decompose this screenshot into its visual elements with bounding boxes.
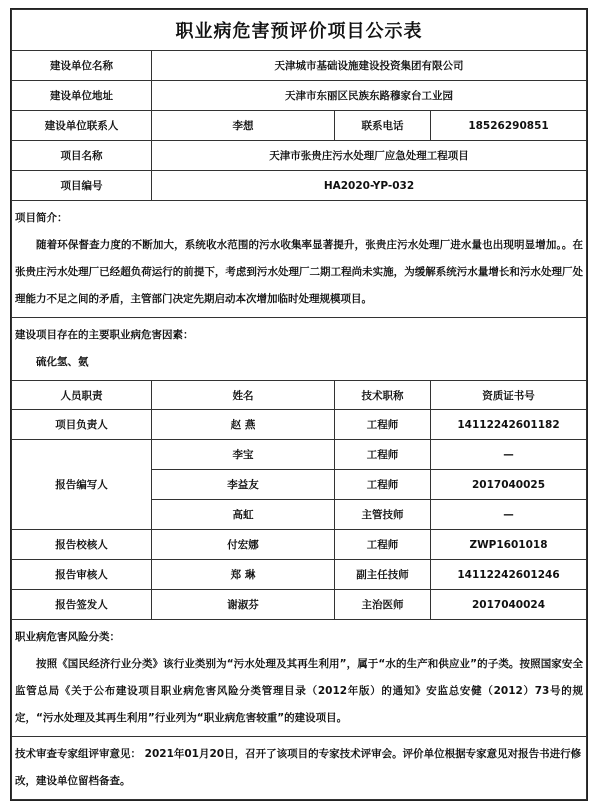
project-number-value: HA2020-YP-032 (152, 171, 587, 201)
header-title: 技术职称 (335, 381, 431, 410)
cert-cell: — (431, 500, 587, 530)
name-cell: 李宝 (152, 440, 335, 470)
phone-value: 18526290851 (431, 111, 587, 141)
role-cell: 报告审核人 (12, 560, 152, 590)
title-cell: 工程师 (335, 440, 431, 470)
contact-value: 李想 (152, 111, 335, 141)
name-cell: 李益友 (152, 470, 335, 500)
expert-review (12, 737, 587, 800)
cert-cell: 2017040025 (431, 470, 587, 500)
review-text: 技术审查专家组评审意见： 2021年01月20日，召开了该项目的专家技术评审会。评价单位根据专家意见对报告书进行修改，建设单位留档备查。 (15, 748, 582, 787)
notice-table (10, 8, 588, 801)
unit-address-label: 建设单位地址 (12, 81, 152, 111)
cert-cell: 14112242601182 (431, 410, 587, 440)
header-cert: 资质证书号 (431, 381, 587, 410)
name-cell: 付宏娜 (152, 530, 335, 560)
intro-heading: 项目简介： (15, 212, 68, 224)
table-row (12, 530, 587, 560)
project-number-label: 项目编号 (12, 171, 152, 201)
project-name-value: 天津市张贵庄污水处理厂应急处理工程项目 (152, 141, 587, 171)
risk-heading: 职业病危害风险分类： (15, 631, 120, 643)
intro-text: 随着环保督查力度的不断加大，系统收水范围的污水收集率显著提升，张贵庄污水处理厂进水量也出现明显增加。。在张贵庄污水处理厂已经超负荷运行的前提下，考虑到污水处理厂二期工程尚未实施，为缓解系统污水量增长和污水处理厂处理能力不足之间的矛盾，主管部门决定先期启动本次增加临时处理规模项目。 (15, 239, 583, 305)
unit-name-value: 天津城市基础设施建设投资集团有限公司 (152, 51, 587, 81)
role-cell: 项目负责人 (12, 410, 152, 440)
staff-header-row (12, 381, 587, 410)
name-cell: 谢淑芬 (152, 590, 335, 620)
hazard-items: 硫化氢、氨 (36, 356, 89, 368)
title-cell: 工程师 (335, 410, 431, 440)
title-cell: 主管技师 (335, 500, 431, 530)
contact-label: 建设单位联系人 (12, 111, 152, 141)
unit-address-value: 天津市东丽区民族东路穆家台工业园 (152, 81, 587, 111)
unit-name-label: 建设单位名称 (12, 51, 152, 81)
name-cell: 郑 琳 (152, 560, 335, 590)
name-cell: 赵 燕 (152, 410, 335, 440)
cert-cell: 14112242601246 (431, 560, 587, 590)
title-cell: 工程师 (335, 530, 431, 560)
table-row (12, 440, 587, 470)
table-row (12, 590, 587, 620)
title-cell: 副主任技师 (335, 560, 431, 590)
header-role: 人员职责 (12, 381, 152, 410)
cert-cell: ZWP1601018 (431, 530, 587, 560)
project-name-label: 项目名称 (12, 141, 152, 171)
role-cell: 报告编写人 (12, 440, 152, 530)
risk-classification (12, 620, 587, 737)
role-cell: 报告校核人 (12, 530, 152, 560)
table-row (12, 560, 587, 590)
hazard-heading: 建设项目存在的主要职业病危害因素： (15, 329, 194, 341)
title-cell: 主治医师 (335, 590, 431, 620)
cert-cell: 2017040024 (431, 590, 587, 620)
phone-label: 联系电话 (335, 111, 431, 141)
table-row (12, 410, 587, 440)
role-cell: 报告签发人 (12, 590, 152, 620)
title-cell: 工程师 (335, 470, 431, 500)
cert-cell: — (431, 440, 587, 470)
hazard-factors (12, 318, 587, 381)
page-title: 职业病危害预评价项目公示表 (12, 10, 587, 51)
project-intro (12, 201, 587, 318)
header-name: 姓名 (152, 381, 335, 410)
name-cell: 高虹 (152, 500, 335, 530)
risk-text: 按照《国民经济行业分类》该行业类别为“污水处理及其再生利用”，属于“水的生产和供应业”的子类。按照国家安全监管总局《关于公布建设项目职业病危害风险分类管理目录（2012年版）的通知》安监总安健（2012）73号的规定，“污水处理及其再生利用”行业列为“职业病危害较重”的建设项目。 (15, 658, 583, 724)
